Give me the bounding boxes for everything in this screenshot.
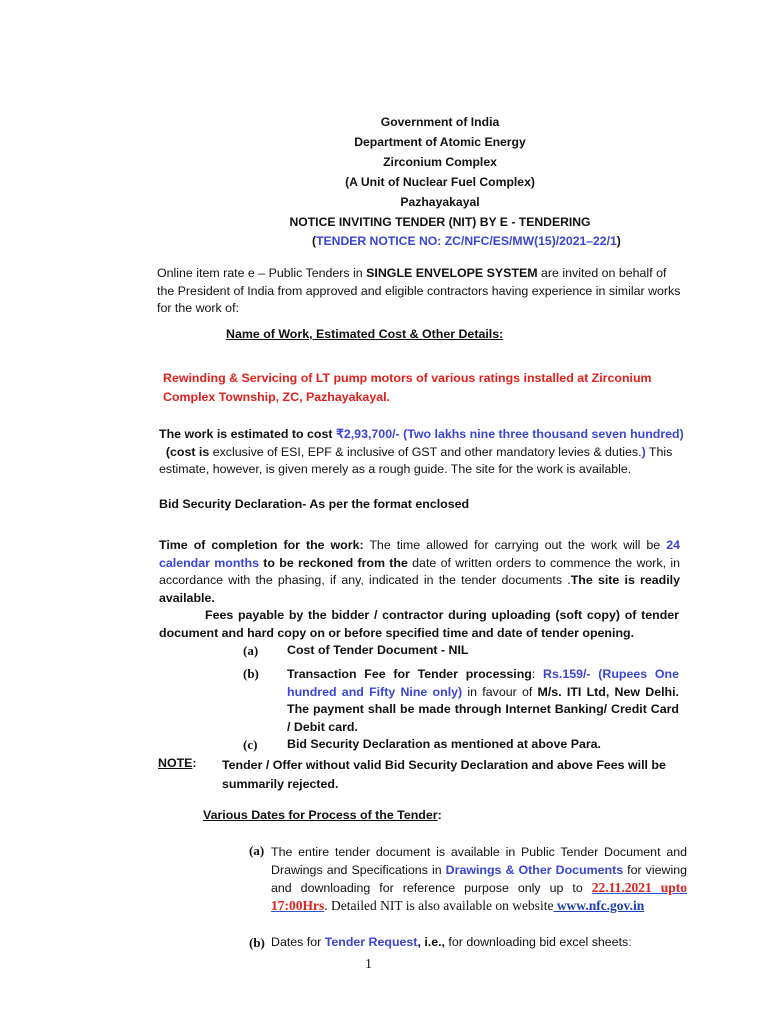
header-line-2: Department of Atomic Energy [354,135,526,149]
fee-item-b-text: Transaction Fee for Tender processing: Rs.159/- (Rupees One hundred and Fifty Nine only) in favour of M/s. ITI Ltd, New Delhi. The payment shall be made through Internet Banking/ Credit Card / Debit card. [287,667,679,734]
note-label: NOTE: [158,756,197,770]
note-text: Tender / Offer without valid Bid Security Declaration and above Fees will be summarily rejected. [222,758,666,791]
fees-paragraph: Fees payable by the bidder / contractor during uploading (soft copy) of tender document and hard copy on or before specified time and date of tender opening. [159,608,679,640]
nfc-website-link[interactable]: www.nfc.gov.in [553,898,645,913]
bid-security-line: Bid Security Declaration- As per the format enclosed [159,497,470,511]
header-line-5: Pazhayakayal [400,195,480,209]
fee-item-b-marker: (b) [243,666,259,681]
cost-paragraph: The work is estimated to cost ₹2,93,700/- (Two lakhs nine three thousand seven hundred) (cost is exclusive of ESI, EPF & inclusive of GST and other mandatory levies & duties.) This estimate, however, is given merely as a rough guide. The site for the work is available. [159,427,684,476]
date-item-b-text: Dates for Tender Request, i.e., for downloading bid excel sheets: [271,935,632,949]
intro-paragraph: Online item rate e – Public Tenders in SINGLE ENVELOPE SYSTEM are invited on behalf of the President of India from approved and eligible contractors having experience in similar works for the work of: [157,266,681,315]
header-line-3: Zirconium Complex [383,155,497,169]
date-item-a-marker: (a) [249,843,265,858]
completion-paragraph: Time of completion for the work: The time allowed for carrying out the work will be 24 calendar months to be reckoned from the date of written orders to commence the work, in accordance with the phasing, if any, indicated in the tender documents .The site is readily available. [159,538,681,605]
dates-heading: Various Dates for Process of the Tender: [203,808,442,822]
header-line-4: (A Unit of Nuclear Fuel Complex) [345,175,535,189]
fee-item-c-marker: (c) [243,737,258,752]
name-of-work-heading: Name of Work, Estimated Cost & Other Details: [226,327,504,341]
fee-item-a-marker: (a) [243,643,259,658]
fee-item-a-text: Cost of Tender Document - NIL [287,643,469,657]
fee-item-c-text: Bid Security Declaration as mentioned at above Para. [287,737,602,751]
work-title: Rewinding & Servicing of LT pump motors of various ratings installed at Zirconium Complex Township, ZC, Pazhayakayal. [163,371,652,404]
date-item-a-text: The entire tender document is available in Public Tender Document and Drawings and Specifications in Drawings & Other Documents for viewing and downloading for reference purpose only up to 22.11.2021 upto 17:00Hrs. Detailed NIT is also available on website www.nfc.gov.in [271,845,688,913]
date-item-b-marker: (b) [249,935,265,950]
tender-notice-number: (TENDER NOTICE NO: ZC/NFC/ES/MW(15)/2021–22/1) [312,234,621,248]
page-number: 1 [365,957,372,972]
header-line-1: Government of India [380,115,500,129]
header-line-6: NOTICE INVITING TENDER (NIT) BY E - TENDERING [289,215,591,229]
